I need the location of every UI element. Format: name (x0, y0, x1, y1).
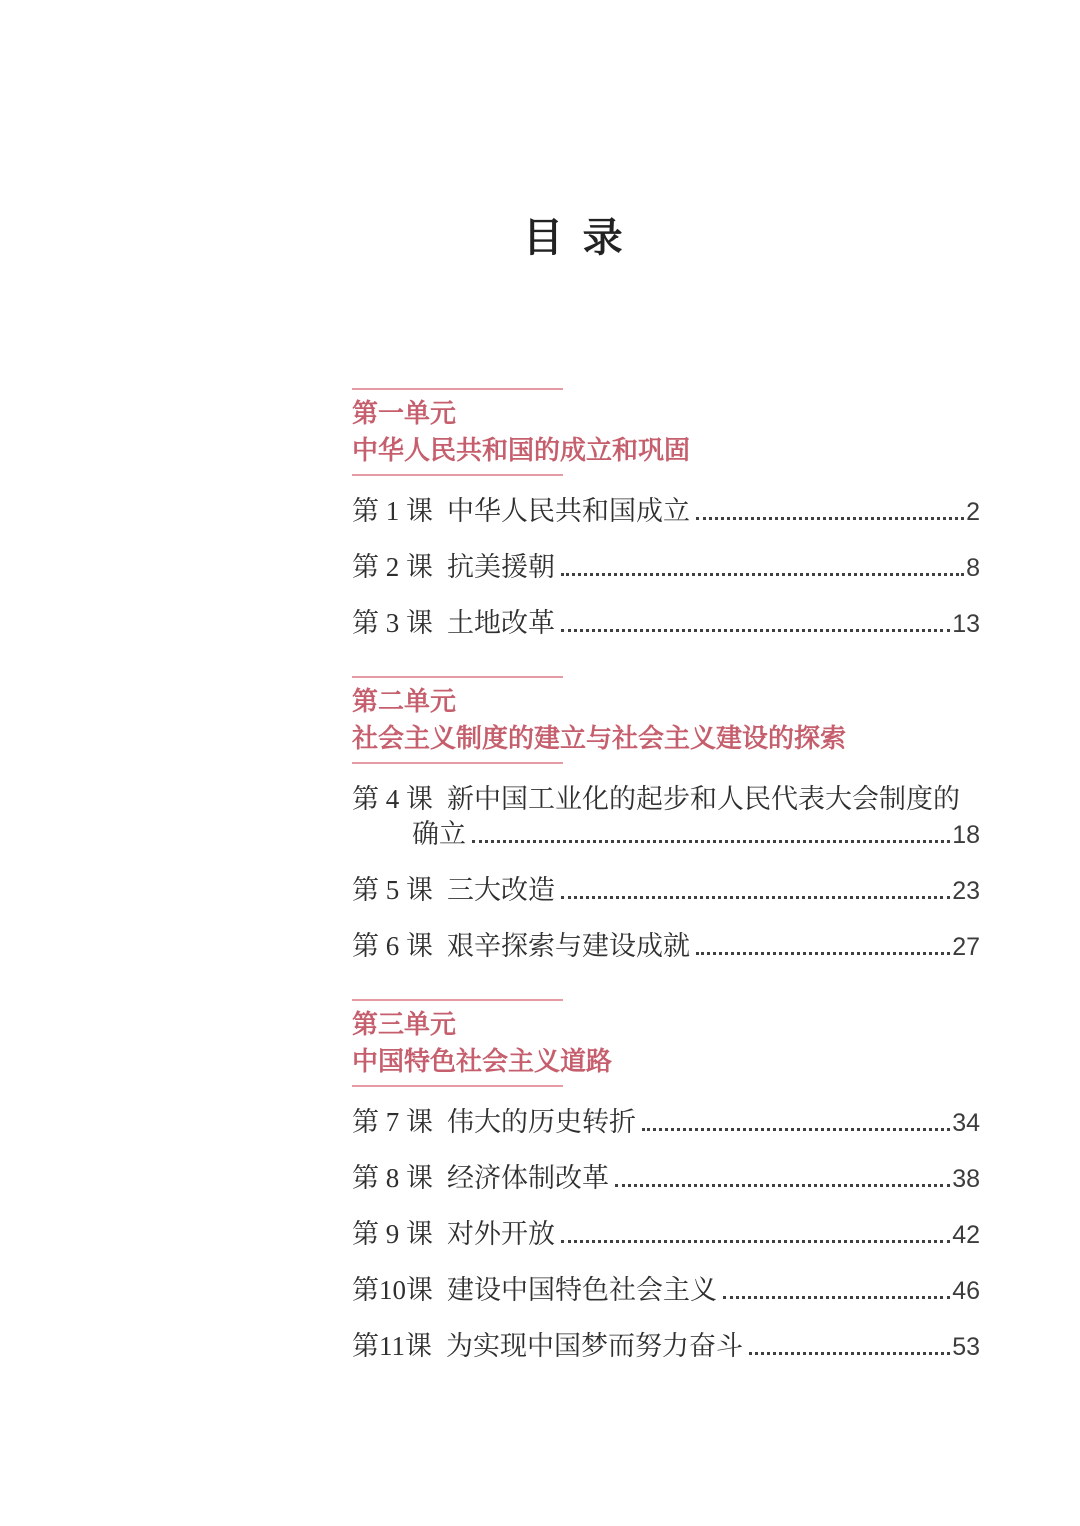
toc-entry (352, 1332, 980, 1361)
toc-page (352, 0, 980, 1361)
lesson-number: 第 6 课 (352, 931, 433, 961)
toc-entry (352, 553, 980, 582)
lesson-list (352, 1108, 980, 1361)
lesson-title: 土地改革 (447, 608, 555, 638)
toc-entry (352, 932, 980, 961)
lesson-number: 第 7 课 (352, 1107, 433, 1137)
toc-entry-line2 (352, 820, 980, 849)
unit-rule-bottom (352, 1085, 563, 1087)
dot-leader (472, 840, 950, 843)
lesson-title: 为实现中国梦而努力奋斗 (446, 1331, 743, 1361)
lesson-list (352, 785, 980, 961)
dot-leader (561, 1240, 950, 1243)
page-number: 42 (952, 1221, 980, 1249)
lesson-title: 三大改造 (447, 875, 555, 905)
unit-section (352, 676, 980, 961)
toc-entry (352, 1220, 980, 1249)
lesson-number: 第 1 课 (352, 496, 433, 526)
page-number: 53 (952, 1333, 980, 1361)
dot-leader (696, 952, 950, 955)
toc-entry (352, 1164, 980, 1193)
lesson-title: 对外开放 (447, 1219, 555, 1249)
toc-entry (352, 785, 980, 849)
lesson-number: 第 3 课 (352, 608, 433, 638)
page-number: 2 (966, 498, 980, 526)
dot-leader (561, 573, 964, 576)
lesson-title: 建设中国特色社会主义 (447, 1275, 717, 1305)
lesson-number: 第 4 课 (352, 784, 433, 814)
lesson-title: 经济体制改革 (447, 1163, 609, 1193)
dot-leader (642, 1128, 950, 1131)
dot-leader (615, 1184, 950, 1187)
unit-rule-top (352, 388, 563, 390)
unit-title: 中华人民共和国的成立和巩固 (352, 435, 691, 465)
toc-entry-line1 (352, 785, 980, 813)
page-number: 27 (952, 933, 980, 961)
lesson-title: 新中国工业化的起步和人民代表大会制度的 (447, 784, 960, 814)
lesson-number: 第 5 课 (352, 875, 433, 905)
unit-title: 中国特色社会主义道路 (352, 1046, 613, 1076)
page-number: 13 (952, 610, 980, 638)
dot-leader (749, 1352, 950, 1355)
page-number: 8 (966, 554, 980, 582)
dot-leader (696, 517, 964, 520)
toc-entry (352, 497, 980, 526)
lesson-number: 第 8 课 (352, 1163, 433, 1193)
page-number: 46 (952, 1277, 980, 1305)
dot-leader (723, 1296, 950, 1299)
toc-entry (352, 1108, 980, 1137)
lesson-number: 第11课 (352, 1331, 432, 1361)
toc-entry (352, 609, 980, 638)
unit-section (352, 999, 980, 1361)
lesson-title-continuation: 确立 (412, 819, 466, 849)
lesson-title: 中华人民共和国成立 (447, 496, 690, 526)
unit-rule-top (352, 999, 563, 1001)
lesson-list (352, 497, 980, 638)
lesson-title: 伟大的历史转折 (447, 1107, 636, 1137)
dot-leader (561, 896, 950, 899)
toc-entry (352, 876, 980, 905)
unit-number: 第三单元 (352, 1009, 457, 1039)
units-container (352, 388, 980, 1361)
lesson-title: 艰辛探索与建设成就 (447, 931, 690, 961)
unit-title: 社会主义制度的建立与社会主义建设的探索 (352, 723, 847, 753)
page-title: 目 录 (523, 215, 628, 260)
lesson-number: 第10课 (352, 1275, 433, 1305)
unit-number: 第二单元 (352, 686, 457, 716)
unit-rule-bottom (352, 762, 563, 764)
unit-section (352, 388, 980, 638)
unit-rule-bottom (352, 474, 563, 476)
page-number: 38 (952, 1165, 980, 1193)
unit-rule-top (352, 676, 563, 678)
toc-entry (352, 1276, 980, 1305)
page-number: 18 (952, 821, 980, 849)
lesson-title: 抗美援朝 (447, 552, 555, 582)
dot-leader (561, 629, 950, 632)
page-number: 34 (952, 1109, 980, 1137)
lesson-number: 第 2 课 (352, 552, 433, 582)
page-number: 23 (952, 877, 980, 905)
unit-number: 第一单元 (352, 398, 457, 428)
lesson-number: 第 9 课 (352, 1219, 433, 1249)
